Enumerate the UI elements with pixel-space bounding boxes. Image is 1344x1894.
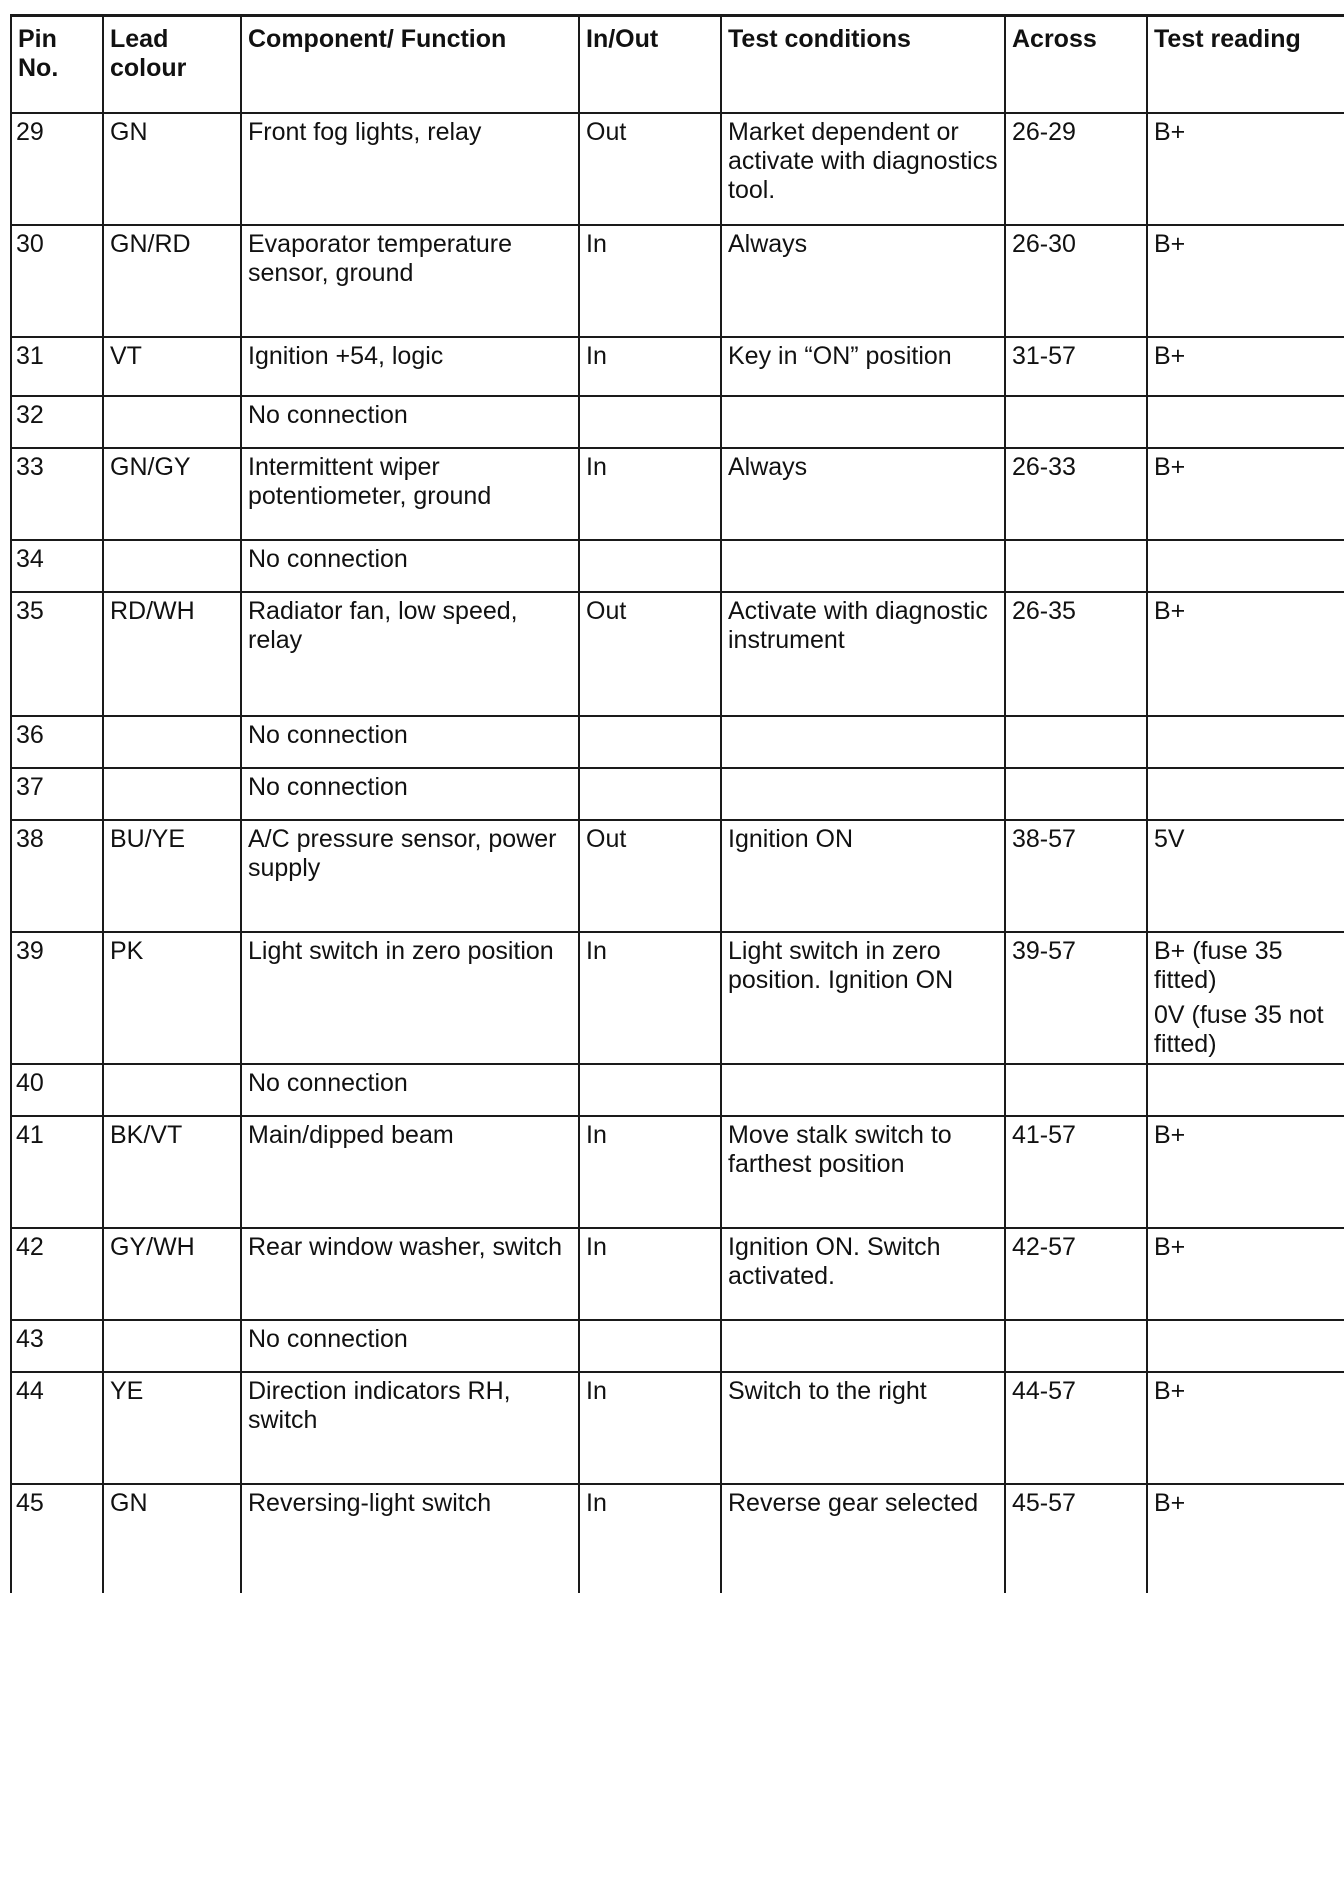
header-across: Across — [1005, 16, 1147, 114]
in-out-cell: Out — [579, 592, 721, 716]
component-function-cell: No connection — [241, 1320, 579, 1372]
pin-number-cell: 38 — [11, 820, 103, 932]
test-reading-line: B+ — [1154, 118, 1186, 146]
table-row — [11, 1484, 1344, 1593]
table-row — [11, 1372, 1344, 1484]
test-conditions-cell — [721, 396, 1005, 448]
test-reading-cell — [1147, 1064, 1344, 1116]
in-out-cell — [579, 1320, 721, 1372]
in-out-cell — [579, 1064, 721, 1116]
in-out-cell: Out — [579, 820, 721, 932]
in-out-cell — [579, 540, 721, 592]
in-out-cell: In — [579, 1484, 721, 1593]
in-out-cell: In — [579, 1372, 721, 1484]
pin-number-cell: 29 — [11, 113, 103, 225]
test-reading-line: B+ — [1154, 1377, 1186, 1405]
pin-number-cell: 37 — [11, 768, 103, 820]
component-function-cell: No connection — [241, 1064, 579, 1116]
component-function-cell: Rear window washer, switch — [241, 1228, 579, 1320]
table-row — [11, 768, 1344, 820]
across-cell: 39-57 — [1005, 932, 1147, 1064]
test-conditions-cell — [721, 768, 1005, 820]
component-function-cell: No connection — [241, 716, 579, 768]
test-conditions-cell: Ignition ON. Switch activated. — [721, 1228, 1005, 1320]
test-conditions-cell: Always — [721, 225, 1005, 337]
pin-number-cell: 33 — [11, 448, 103, 540]
component-function-cell: No connection — [241, 540, 579, 592]
lead-colour-cell: GN — [103, 1484, 241, 1593]
lead-colour-cell: GY/WH — [103, 1228, 241, 1320]
component-function-cell: Light switch in zero position — [241, 932, 579, 1064]
test-conditions-cell: Market dependent or activate with diagnostics tool. — [721, 113, 1005, 225]
test-conditions-cell: Key in “ON” position — [721, 337, 1005, 396]
across-cell — [1005, 540, 1147, 592]
across-cell — [1005, 396, 1147, 448]
pin-number-cell: 32 — [11, 396, 103, 448]
test-reading-cell — [1147, 768, 1344, 820]
pin-number-cell: 35 — [11, 592, 103, 716]
table-row — [11, 540, 1344, 592]
test-reading-line: 5V — [1154, 825, 1185, 853]
header-test-reading: Test reading — [1147, 16, 1344, 114]
across-cell: 26-30 — [1005, 225, 1147, 337]
pin-number-cell: 44 — [11, 1372, 103, 1484]
lead-colour-cell: VT — [103, 337, 241, 396]
across-cell: 31-57 — [1005, 337, 1147, 396]
test-reading-line: B+ (fuse 35 fitted) — [1154, 937, 1283, 994]
pin-number-cell: 43 — [11, 1320, 103, 1372]
in-out-cell: In — [579, 225, 721, 337]
pin-number-cell: 30 — [11, 225, 103, 337]
test-conditions-cell: Move stalk switch to farthest position — [721, 1116, 1005, 1228]
test-reading-cell — [1147, 540, 1344, 592]
test-reading-line: B+ — [1154, 1233, 1186, 1261]
in-out-cell — [579, 716, 721, 768]
component-function-cell: A/C pressure sensor, power supply — [241, 820, 579, 932]
across-cell: 45-57 — [1005, 1484, 1147, 1593]
table-row — [11, 396, 1344, 448]
lead-colour-cell — [103, 540, 241, 592]
in-out-cell — [579, 396, 721, 448]
table-row — [11, 337, 1344, 396]
lead-colour-cell — [103, 1064, 241, 1116]
component-function-cell: Front fog lights, relay — [241, 113, 579, 225]
test-reading-cell — [1147, 113, 1344, 225]
lead-colour-cell: GN/GY — [103, 448, 241, 540]
test-reading-cell — [1147, 1372, 1344, 1484]
pin-number-cell: 39 — [11, 932, 103, 1064]
header-component-function: Component/ Function — [241, 16, 579, 114]
test-conditions-cell: Always — [721, 448, 1005, 540]
table-row — [11, 225, 1344, 337]
test-reading-cell — [1147, 396, 1344, 448]
test-conditions-cell: Activate with diagnostic instrument — [721, 592, 1005, 716]
test-reading-line: B+ — [1154, 1489, 1186, 1517]
test-conditions-cell — [721, 1320, 1005, 1372]
table-row — [11, 1064, 1344, 1116]
lead-colour-cell: YE — [103, 1372, 241, 1484]
pin-number-cell: 45 — [11, 1484, 103, 1593]
in-out-cell: In — [579, 1228, 721, 1320]
component-function-cell: Direction indicators RH, switch — [241, 1372, 579, 1484]
table-row — [11, 820, 1344, 932]
component-function-cell: Evaporator temperature sensor, ground — [241, 225, 579, 337]
test-conditions-cell — [721, 1064, 1005, 1116]
test-reading-cell — [1147, 1116, 1344, 1228]
pin-table-sheet — [10, 14, 1344, 1880]
test-reading-cell — [1147, 448, 1344, 540]
in-out-cell: In — [579, 932, 721, 1064]
table-row — [11, 113, 1344, 225]
pin-number-cell: 42 — [11, 1228, 103, 1320]
test-reading-line: B+ — [1154, 597, 1186, 625]
test-reading-cell — [1147, 1484, 1344, 1593]
across-cell: 42-57 — [1005, 1228, 1147, 1320]
test-reading-cell — [1147, 932, 1344, 1064]
test-reading-line: B+ — [1154, 453, 1186, 481]
pin-number-cell: 41 — [11, 1116, 103, 1228]
lead-colour-cell: GN — [103, 113, 241, 225]
component-function-cell: Main/dipped beam — [241, 1116, 579, 1228]
pin-number-cell: 36 — [11, 716, 103, 768]
lead-colour-cell — [103, 1320, 241, 1372]
lead-colour-cell: GN/RD — [103, 225, 241, 337]
in-out-cell: In — [579, 337, 721, 396]
lead-colour-cell — [103, 768, 241, 820]
component-function-cell: No connection — [241, 396, 579, 448]
table-row — [11, 448, 1344, 540]
header-lead-colour: Lead colour — [103, 16, 241, 114]
pin-number-cell: 31 — [11, 337, 103, 396]
in-out-cell: Out — [579, 113, 721, 225]
table-header-row — [11, 16, 1344, 114]
lead-colour-cell: BK/VT — [103, 1116, 241, 1228]
test-reading-cell — [1147, 592, 1344, 716]
test-reading-line: B+ — [1154, 342, 1186, 370]
across-cell: 26-29 — [1005, 113, 1147, 225]
lead-colour-cell: BU/YE — [103, 820, 241, 932]
across-cell: 26-35 — [1005, 592, 1147, 716]
component-function-cell: Radiator fan, low speed, relay — [241, 592, 579, 716]
test-conditions-cell: Switch to the right — [721, 1372, 1005, 1484]
test-reading-line: B+ — [1154, 230, 1186, 258]
pin-number-cell: 34 — [11, 540, 103, 592]
across-cell: 41-57 — [1005, 1116, 1147, 1228]
component-function-cell: Intermittent wiper potentiometer, ground — [241, 448, 579, 540]
lead-colour-cell: RD/WH — [103, 592, 241, 716]
test-conditions-cell — [721, 716, 1005, 768]
test-conditions-cell: Reverse gear selected — [721, 1484, 1005, 1593]
test-reading-cell — [1147, 1320, 1344, 1372]
table-row — [11, 932, 1344, 1064]
across-cell — [1005, 1064, 1147, 1116]
test-reading-cell — [1147, 225, 1344, 337]
test-reading-cell — [1147, 716, 1344, 768]
header-in-out: In/Out — [579, 16, 721, 114]
across-cell: 38-57 — [1005, 820, 1147, 932]
component-function-cell: Ignition +54, logic — [241, 337, 579, 396]
across-cell: 44-57 — [1005, 1372, 1147, 1484]
header-test-conditions: Test conditions — [721, 16, 1005, 114]
test-reading-line: 0V (fuse 35 not fitted) — [1154, 1001, 1324, 1058]
pin-assignment-table — [10, 14, 1344, 1593]
component-function-cell: Reversing-light switch — [241, 1484, 579, 1593]
across-cell: 26-33 — [1005, 448, 1147, 540]
lead-colour-cell: PK — [103, 932, 241, 1064]
table-row — [11, 1116, 1344, 1228]
test-reading-cell — [1147, 337, 1344, 396]
header-pin-no: Pin No. — [11, 16, 103, 114]
test-reading-line: B+ — [1154, 1121, 1186, 1149]
pin-number-cell: 40 — [11, 1064, 103, 1116]
across-cell — [1005, 768, 1147, 820]
in-out-cell: In — [579, 448, 721, 540]
component-function-cell: No connection — [241, 768, 579, 820]
test-conditions-cell: Ignition ON — [721, 820, 1005, 932]
table-row — [11, 1228, 1344, 1320]
table-row — [11, 1320, 1344, 1372]
lead-colour-cell — [103, 716, 241, 768]
table-row — [11, 592, 1344, 716]
table-body — [11, 113, 1344, 1593]
across-cell — [1005, 716, 1147, 768]
test-conditions-cell: Light switch in zero position. Ignition ON — [721, 932, 1005, 1064]
test-reading-cell — [1147, 1228, 1344, 1320]
lead-colour-cell — [103, 396, 241, 448]
table-row — [11, 716, 1344, 768]
in-out-cell: In — [579, 1116, 721, 1228]
across-cell — [1005, 1320, 1147, 1372]
test-conditions-cell — [721, 540, 1005, 592]
in-out-cell — [579, 768, 721, 820]
test-reading-cell — [1147, 820, 1344, 932]
